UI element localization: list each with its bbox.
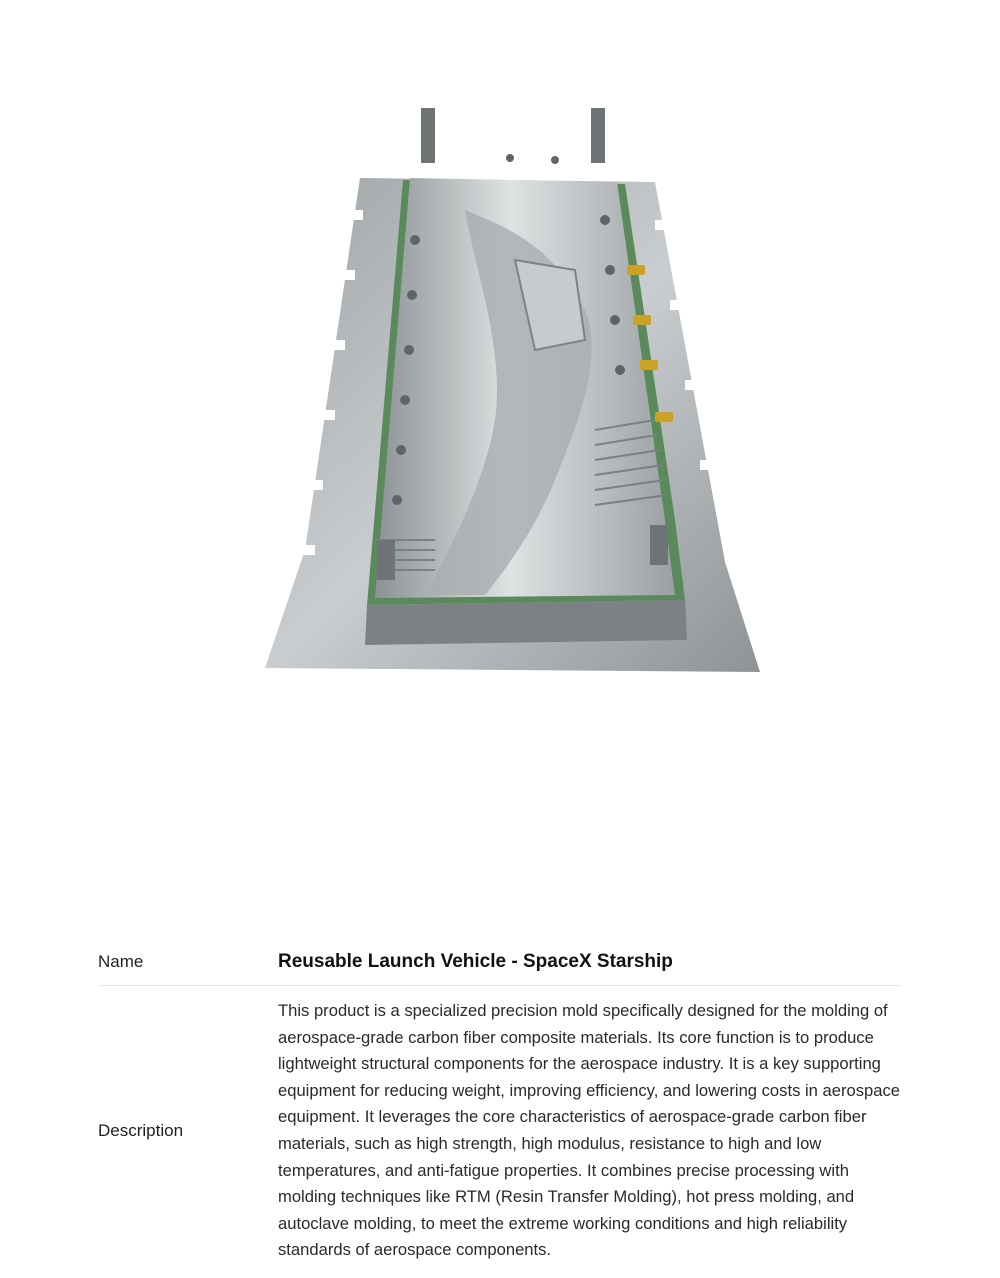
description-label: Description [98, 1120, 184, 1140]
product-name: Reusable Launch Vehicle - SpaceX Starship [278, 950, 673, 972]
name-label: Name [98, 951, 144, 971]
carbon-fiber-mold-image [255, 100, 775, 680]
product-photo [255, 100, 775, 680]
product-description: This product is a specialized precision mold specifically designed for the molding of aerospace-grade carbon fiber composite materials. Its core function is to produce lightweight structural components for the aerospace industry. It is a key supporting equipment for reducing weight, improving efficiency, and lowering costs in aerospace equipment. It leverages the core characteristics of aerospace-grade carbon fiber materials, such as high strength, high modulus, resistance to high and low temperatures, and anti-fatigue properties. It combines precise processing with molding techniques like RTM (Resin Transfer Molding), hot press molding, and autoclave molding, to meet the extreme working conditions and high reliability standards of aerospace components. [278, 1001, 900, 1260]
description-row [98, 986, 902, 1264]
name-row [98, 938, 902, 986]
product-specs-table [98, 938, 902, 1264]
